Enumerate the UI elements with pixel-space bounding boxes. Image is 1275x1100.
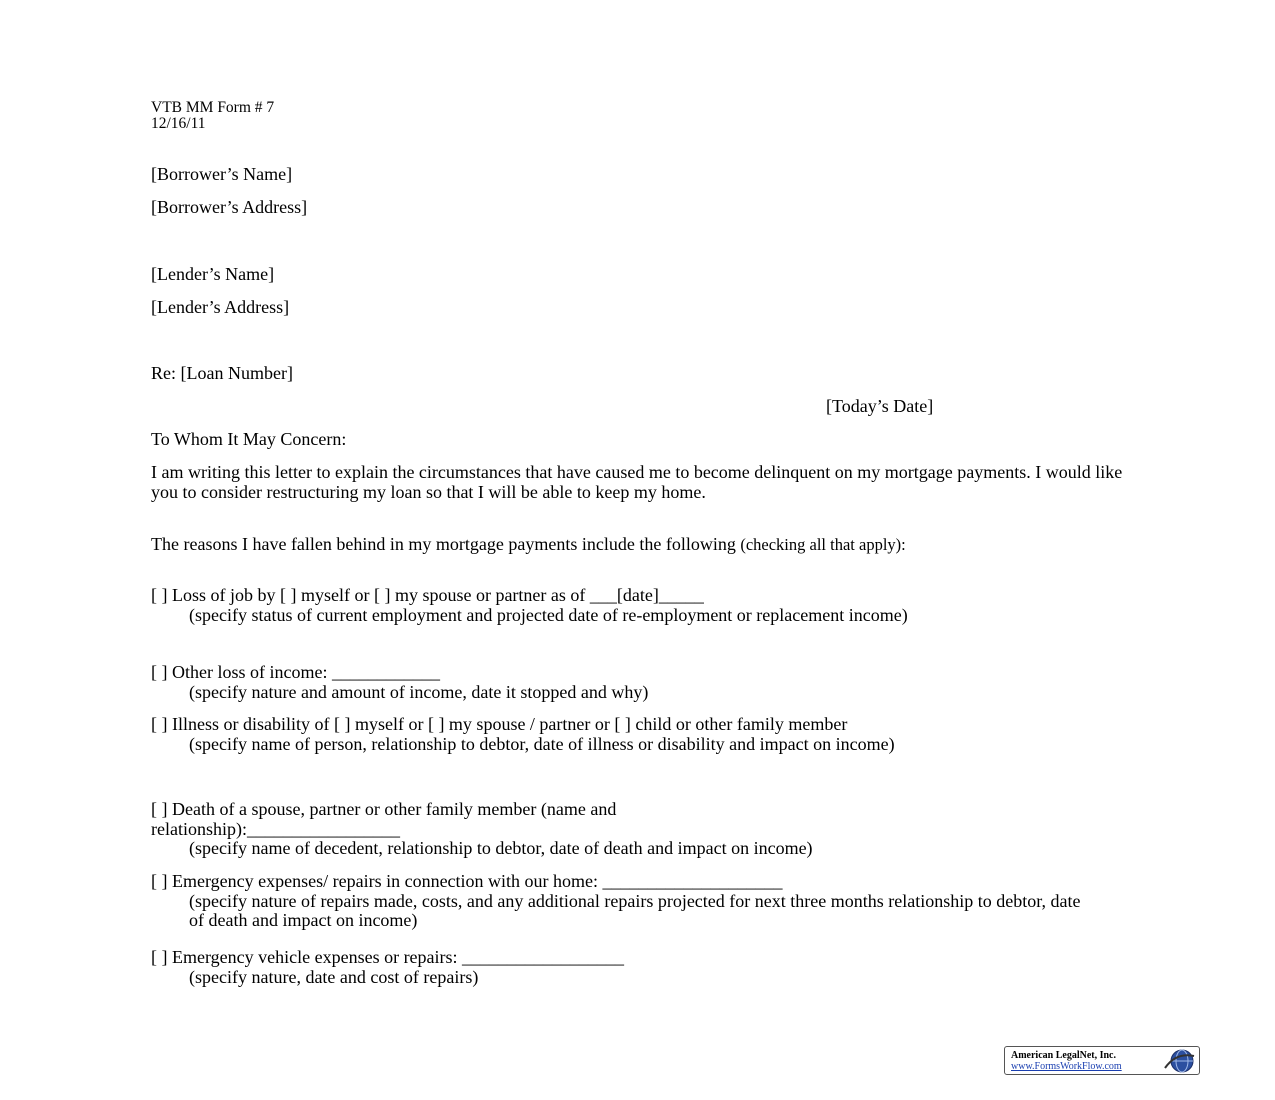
reason-main: [ ] Death of a spouse, partner or other family member (name and relationship):_________________ xyxy=(151,799,617,839)
reason-detail: (specify status of current employment and projected date of re-employment or replacement income) xyxy=(189,604,908,625)
reason-main: [ ] Other loss of income: ____________ xyxy=(151,662,440,682)
reason-main: [ ] Emergency expenses/ repairs in connection with our home: ____________________ xyxy=(151,871,783,891)
reason-detail: (specify nature and amount of income, date it stopped and why) xyxy=(189,681,649,702)
reason-job-loss[interactable] xyxy=(151,586,1111,625)
reason-vehicle-repairs[interactable] xyxy=(151,948,1111,987)
reason-main: [ ] Emergency vehicle expenses or repairs: __________________ xyxy=(151,947,625,967)
reason-main: [ ] Illness or disability of [ ] myself or [ ] my spouse / partner or [ ] child or other family member xyxy=(151,714,848,734)
borrower-address: [Borrower’s Address] xyxy=(151,197,308,217)
lender-name: [Lender’s Name] xyxy=(151,264,275,284)
todays-date: [Today’s Date] xyxy=(826,396,934,416)
borrower-name: [Borrower’s Name] xyxy=(151,164,293,184)
salutation: To Whom It May Concern: xyxy=(151,429,347,449)
globe-icon xyxy=(1162,1048,1196,1074)
badge-company: American LegalNet, Inc. xyxy=(1011,1050,1116,1061)
reasons-intro xyxy=(151,535,1101,555)
reasons-intro-note: (checking all that apply): xyxy=(740,535,906,554)
footer-badge[interactable] xyxy=(1004,1046,1200,1075)
lender-address: [Lender’s Address] xyxy=(151,297,290,317)
reason-illness[interactable] xyxy=(151,715,1111,754)
reason-death[interactable] xyxy=(151,800,1111,859)
re-line: Re: [Loan Number] xyxy=(151,363,293,383)
badge-url[interactable]: www.FormsWorkFlow.com xyxy=(1011,1061,1122,1072)
reason-main: [ ] Loss of job by [ ] myself or [ ] my spouse or partner as of ___[date]_____ xyxy=(151,585,704,605)
form-date: 12/16/11 xyxy=(151,115,206,132)
reason-detail: (specify nature of repairs made, costs, and any additional repairs projected for next three months relationship to debtor, date of death and impact on income) xyxy=(189,890,1081,930)
reason-detail: (specify nature, date and cost of repairs) xyxy=(189,966,479,987)
form-id: VTB MM Form # 7 xyxy=(151,99,275,116)
reasons-intro-text: The reasons I have fallen behind in my mortgage payments include the following xyxy=(151,534,741,554)
reason-home-repairs[interactable] xyxy=(151,872,1111,931)
intro-paragraph: I am writing this letter to explain the circumstances that have caused me to become delinquent on my mortgage payments. I would like you to consider restructuring my loan so that I will be able to keep my home. xyxy=(151,462,1123,502)
reason-other-income-loss[interactable] xyxy=(151,663,1111,702)
reason-detail: (specify name of decedent, relationship to debtor, date of death and impact on income) xyxy=(189,838,813,858)
reason-detail: (specify name of person, relationship to debtor, date of illness or disability and impact on income) xyxy=(189,733,895,754)
